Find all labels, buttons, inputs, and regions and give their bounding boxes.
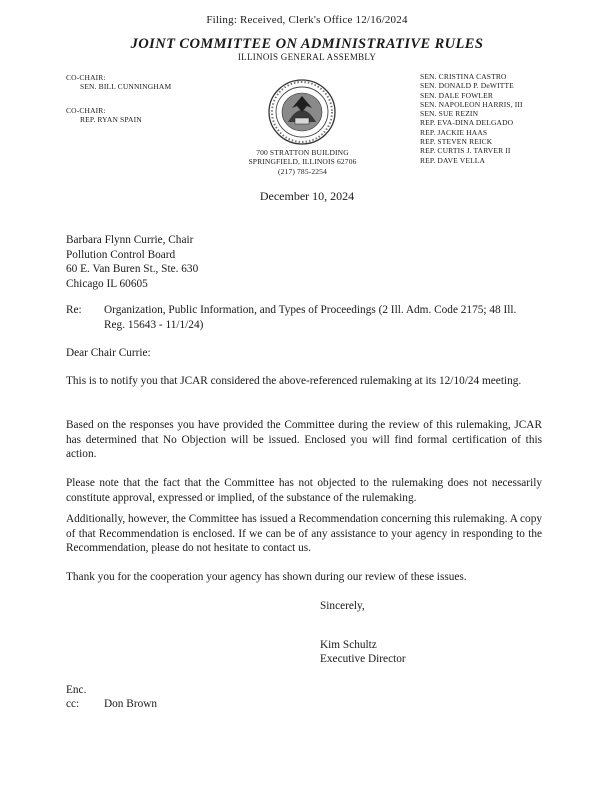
member-name: REP. CURTIS J. TARVER II — [420, 146, 511, 156]
paragraph: Thank you for the cooperation your agency has shown during our review of these issues. — [66, 571, 467, 583]
salutation: Dear Chair Currie: — [66, 347, 151, 359]
co-chair-2 — [66, 106, 142, 125]
paragraph: Additionally, however, the Committee has issued a Recommendation concerning this rulemaking. A copy of that Recommendation is enclosed. If we can be of any assistance to your agency in responding to the Recommendation, please do not hesitate to contact us. — [66, 513, 543, 554]
signer-title: Executive Director — [320, 653, 406, 665]
re-label: Re: — [66, 304, 82, 316]
cc-label: cc: — [66, 698, 80, 710]
co-chair-2-name: REP. RYAN SPAIN — [80, 115, 142, 125]
member-name: SEN. DALE FOWLER — [420, 90, 494, 100]
cc-name: Don Brown — [104, 698, 158, 710]
address-line-2: SPRINGFIELD, ILLINOIS 62706 — [248, 157, 357, 167]
member-name: SEN. SUE REZIN — [420, 109, 479, 119]
co-chair-1 — [66, 73, 171, 92]
office-address — [240, 148, 365, 176]
enclosure-note: Enc. — [66, 684, 87, 696]
re-subject: Organization, Public Information, and Types of Proceedings (2 Ill. Adm. Code 2175; 48 Ill. Reg. 15643 - 11/1/24) — [104, 304, 517, 331]
member-name: SEN. DONALD P. DeWITTE — [420, 81, 514, 91]
recipient-block — [66, 233, 198, 291]
paragraph: Please note that the fact that the Committee has not objected to the rulemaking does not necessarily constitute approval, expressed or implied, of the substance of the rulemaking. — [66, 477, 542, 504]
closing: Sincerely, — [320, 600, 365, 612]
member-list — [420, 72, 523, 165]
member-name: SEN. CRISTINA CASTRO — [420, 72, 507, 81]
recipient-street: 60 E. Van Buren St., Ste. 630 — [66, 263, 199, 275]
recipient-name: Barbara Flynn Currie, Chair — [66, 234, 194, 246]
member-name: SEN. NAPOLEON HARRIS, III — [420, 99, 523, 109]
member-name: REP. DAVE VELLA — [420, 155, 486, 165]
address-line-1: 700 STRATTON BUILDING — [256, 148, 349, 157]
state-seal-icon — [262, 78, 342, 146]
paragraph: This is to notify you that JCAR considered the above-referenced rulemaking at its 12/10/24 meeting. — [66, 375, 522, 387]
co-chair-2-label: CO-CHAIR: — [66, 106, 106, 115]
co-chair-1-name: SEN. BILL CUNNINGHAM — [80, 82, 172, 92]
letterhead-title: JOINT COMMITTEE ON ADMINISTRATIVE RULES — [130, 36, 484, 52]
recipient-city: Chicago IL 60605 — [66, 277, 148, 290]
letterhead-subtitle: ILLINOIS GENERAL ASSEMBLY — [237, 52, 377, 62]
member-name: REP. EVA-DINA DELGADO — [420, 118, 514, 128]
member-name: REP. STEVEN REICK — [420, 137, 493, 147]
recipient-org: Pollution Control Board — [66, 248, 176, 261]
member-name: REP. JACKIE HAAS — [420, 127, 488, 137]
co-chair-1-label: CO-CHAIR: — [66, 73, 106, 82]
filing-stamp: Filing: Received, Clerk's Office 12/16/2024 — [206, 14, 408, 26]
signer-name: Kim Schultz — [320, 639, 377, 651]
paragraph: Based on the responses you have provided the Committee during the review of this rulemaking, JCAR has determined that No Objection will be issued. Enclosed you will find formal certification of this action. — [66, 419, 542, 460]
phone-number: (217) 785-2254 — [278, 166, 327, 176]
letter-date: December 10, 2024 — [259, 189, 355, 203]
